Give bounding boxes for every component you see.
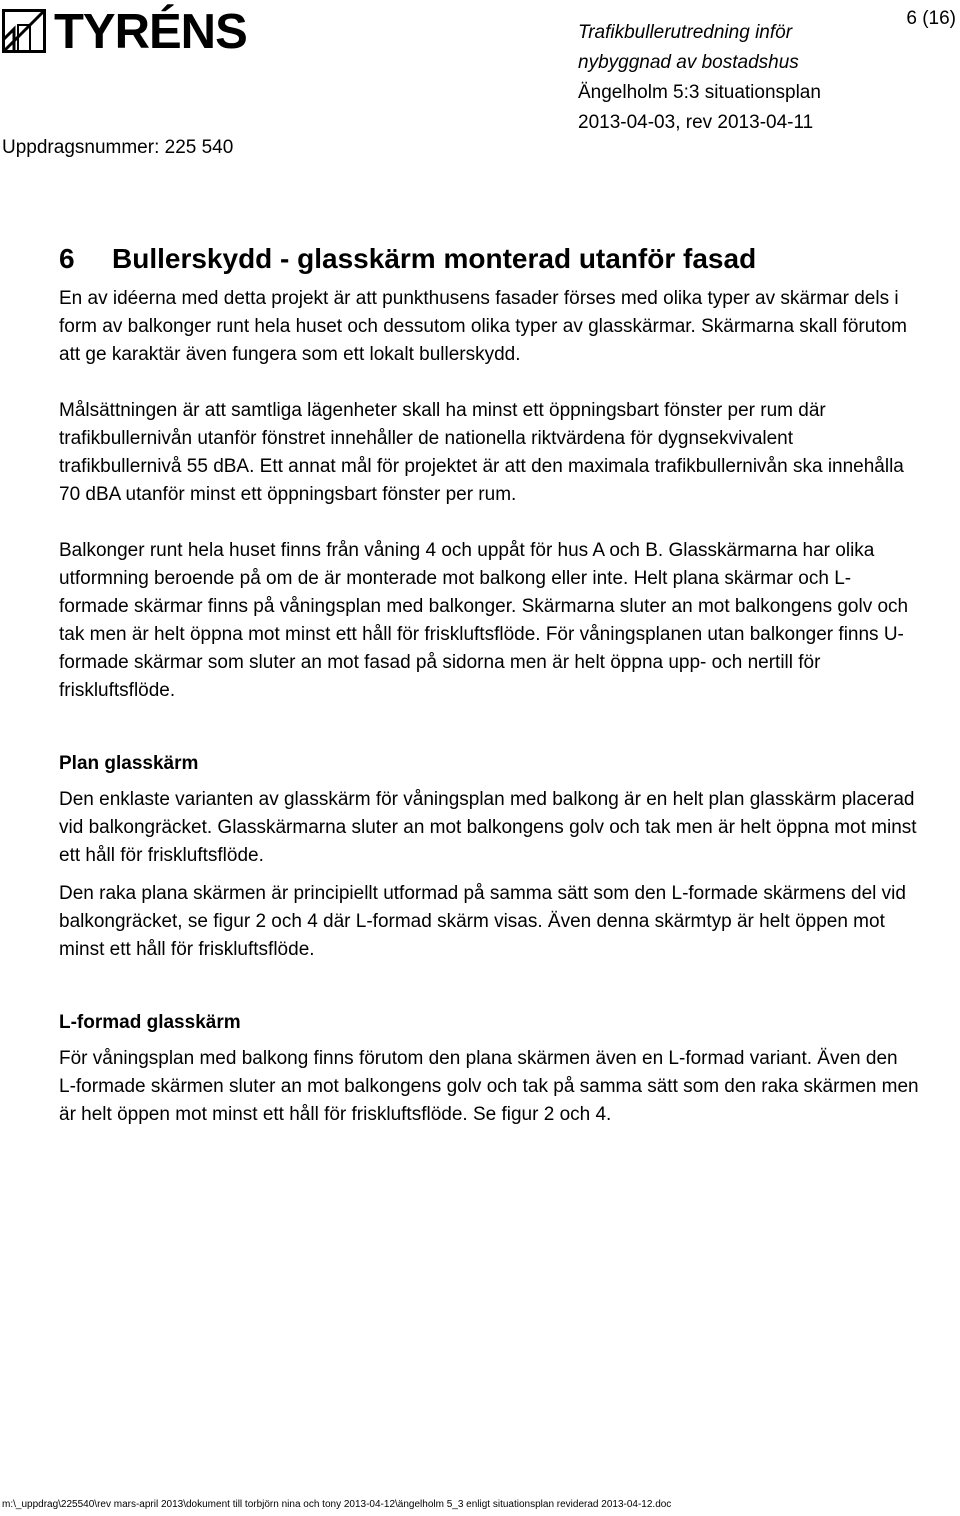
plan-glass-screen-section: [59, 750, 919, 964]
l-shaped-paragraph: För våningsplan med balkong finns förutom den plana skärmen även en L-formad variant. Även den L-formade skärmen sluter an mot balkongens golv och tak på samma sätt som den raka skärmen men är helt öppen mot minst ett håll för friskluftsflöde. Se figur 2 och 4.: [59, 1048, 919, 1125]
l-shaped-glass-screen-section: [59, 1009, 919, 1129]
company-logo-text: TYRÉNS: [54, 5, 247, 59]
plan-glass-screen-heading: Plan glasskärm: [59, 753, 199, 774]
tyrens-logo-mark-icon: [2, 9, 46, 53]
section-number: 6: [59, 243, 75, 274]
balcony-paragraph: Balkonger runt hela huset finns från våning 4 och uppåt för hus A och B. Glasskärmarna har olika utformning beroende på om de är monterade mot balkong eller inte. Helt plana skärmar och L-formade skärmar finns på våningsplan med balkonger. Skärmarna sluter an mot balkongens golv och tak men är helt öppna mot minst ett håll för friskluftsflöde. För våningsplanen utan balkonger finns U-formade skärmar som sluter an mot fasad på sidorna men är helt öppna upp- och nertill för friskluftsflöde.: [59, 540, 909, 701]
goal-paragraph: Målsättningen är att samtliga lägenheter skall ha minst ett öppningsbart fönster per rum där trafikbullernivån utanför fönstret innehåller de nationella riktvärdena för dygnsekvivalent trafikbullernivå 55 dBA. Ett annat mål för projektet är att den maximala trafikbullernivån ska innehålla 70 dBA utanför minst ett öppningsbart fönster per rum.: [59, 400, 904, 505]
plan-paragraph: Den enklaste varianten av glasskärm för våningsplan med balkong är en helt plan glasskärm placerad vid balkongräcket. Glasskärmarna sluter an mot balkongens golv och tak men är helt öppna mot minst ett håll för friskluftsflöde.: [59, 789, 917, 866]
report-date: 2013-04-03, rev 2013-04-11: [578, 112, 814, 133]
l-shaped-glass-screen-heading: L-formad glasskärm: [59, 1012, 241, 1033]
section-heading: [59, 242, 919, 276]
report-title-line-2: nybyggnad av bostadshus: [578, 52, 799, 73]
page-number: 6 (16): [906, 8, 956, 29]
plan-paragraph: Den raka plana skärmen är principiellt utformad på samma sätt som den L-formade skärmens del vid balkongräcket, se figur 2 och 4 där L-formad skärm visas. Även denna skärmtyp är helt öppen mot minst ett håll för friskluftsflöde.: [59, 883, 906, 960]
project-number: Uppdragsnummer: 225 540: [2, 137, 234, 158]
report-header-info: [578, 18, 821, 138]
document-body: [59, 242, 919, 1129]
report-location: Ängelholm 5:3 situationsplan: [578, 82, 821, 103]
report-title-line-1: Trafikbullerutredning inför: [578, 22, 793, 43]
footer-file-path: m:\_uppdrag\225540\rev mars-april 2013\dokument till torbjörn nina och tony 2013-04-12\ängelholm 5_3 enligt situationsplan reviderad 2013-04-12.doc: [2, 1499, 672, 1510]
intro-paragraph: En av idéerna med detta projekt är att punkthusens fasader förses med olika typer av skärmar dels i form av balkonger runt hela huset och dessutom olika typer av glasskärmar. Skärmarna skall förutom att ge karaktär även fungera som ett lokalt bullerskydd.: [59, 288, 907, 365]
section-title: Bullerskydd - glasskärm monterad utanför fasad: [112, 243, 757, 274]
